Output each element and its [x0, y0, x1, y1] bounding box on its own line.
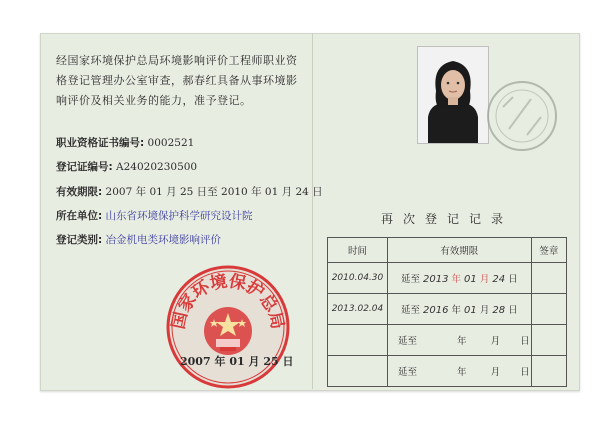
- row-month-unit: 月: [490, 367, 501, 378]
- row-validity: [387, 263, 531, 294]
- field-value: 2007 年 01 月 25 日至 2010 年 01 月 24 日: [105, 186, 323, 198]
- field-label: 登记证编号:: [56, 161, 113, 173]
- row-seal: [531, 325, 566, 356]
- field-label: 登记类别:: [56, 234, 103, 246]
- embossed-seal-icon: [483, 77, 561, 155]
- right-page: [313, 33, 578, 389]
- renewal-record-title: 再次登记记录: [380, 212, 513, 226]
- table-row: [328, 325, 567, 356]
- row-time: [328, 356, 388, 387]
- row-time: 2013.02.04: [328, 294, 388, 325]
- field-value: 0002521: [147, 137, 195, 149]
- issue-year-unit: 年: [214, 355, 226, 368]
- row-validity: [387, 294, 531, 325]
- row-month-unit: 月: [479, 274, 490, 285]
- field-value: 山东省环境保护科学研究设计院: [105, 210, 253, 222]
- row-year-unit: 年: [451, 305, 462, 316]
- table-row: [328, 356, 567, 387]
- row-year: 2013: [423, 274, 449, 285]
- field-value: 冶金机电类环境影响评价: [105, 234, 222, 246]
- row-seal: [531, 294, 566, 325]
- row-day: 24: [492, 274, 506, 285]
- employer-unit: [56, 208, 253, 223]
- seal-text: 国家环境保护总局: [168, 271, 288, 331]
- table-row: [328, 263, 567, 294]
- issue-date: [180, 353, 293, 369]
- row-day-unit: 日: [520, 336, 530, 347]
- table-row: [328, 294, 567, 325]
- row-seal: [531, 263, 566, 294]
- row-day-unit: 日: [508, 305, 518, 316]
- issue-month-unit: 月: [248, 355, 260, 368]
- field-label: 所在单位:: [56, 210, 103, 222]
- table-header-row: [328, 238, 567, 263]
- row-month: 01: [464, 305, 477, 316]
- holder-photo: [417, 46, 489, 144]
- row-prefix: 延至: [397, 336, 417, 347]
- left-page: [40, 33, 323, 389]
- issue-day: 25: [263, 355, 279, 368]
- row-time: 2010.04.30: [328, 263, 388, 294]
- field-label: 职业资格证书编号:: [56, 137, 145, 149]
- row-year: 2016: [423, 305, 449, 316]
- registration-category: [56, 232, 221, 247]
- row-day: 28: [492, 305, 506, 316]
- row-month: 01: [464, 274, 477, 285]
- header-time: 时间: [328, 238, 388, 263]
- row-prefix: 延至: [400, 305, 420, 316]
- qualification-cert-number: [56, 135, 194, 150]
- row-prefix: 延至: [397, 367, 417, 378]
- row-prefix: 延至: [400, 274, 420, 285]
- row-year-unit: 年: [451, 274, 462, 285]
- issue-day-unit: 日: [282, 355, 294, 368]
- row-time: [328, 325, 388, 356]
- registration-cert-number: [56, 159, 197, 174]
- row-year-unit: 年: [457, 336, 467, 347]
- official-seal-icon: [162, 261, 294, 393]
- row-validity: [387, 325, 531, 356]
- renewal-record-table: [327, 237, 567, 387]
- portrait-icon: [418, 47, 488, 143]
- row-year-unit: 年: [457, 367, 467, 378]
- header-seal: 签章: [531, 238, 566, 263]
- row-day-unit: 日: [508, 274, 518, 285]
- field-value: A24020230500: [116, 161, 198, 173]
- header-validity: 有效期限: [387, 238, 531, 263]
- row-month-unit: 月: [490, 336, 501, 347]
- issue-month: 01: [229, 355, 245, 368]
- row-seal: [531, 356, 566, 387]
- registration-paragraph: 经国家环境保护总局环境影响评价工程师职业资格登记管理办公室审查，郝春红具备从事环境影响评价及相关业务的能力，准予登记。: [56, 54, 298, 107]
- field-label: 有效期限:: [56, 186, 103, 198]
- row-validity: [387, 356, 531, 387]
- validity-period: [56, 184, 323, 199]
- row-day-unit: 日: [520, 367, 530, 378]
- issue-year: 2007: [180, 355, 211, 368]
- row-month-unit: 月: [479, 305, 490, 316]
